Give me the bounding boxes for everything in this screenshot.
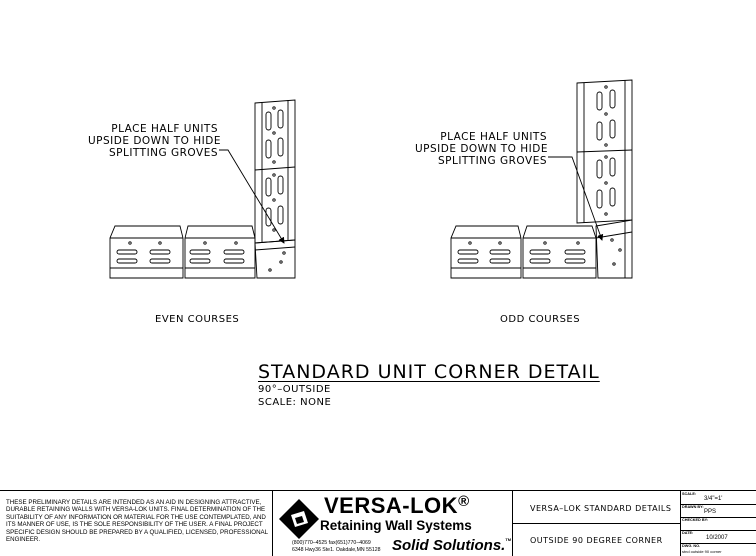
- drawn-by-field: [680, 504, 756, 518]
- sheet-set-cell: [512, 491, 680, 524]
- odd-callout-line-1: PLACE HALF UNITS: [440, 131, 547, 143]
- even-corner-half-unit: [255, 240, 295, 278]
- date-label: DATE:: [682, 531, 694, 535]
- versa-lok-emblem-icon: [278, 498, 320, 540]
- logo-address: 6348 Hwy36 Ste1. Oakdale,MN 55128: [292, 546, 381, 553]
- checked-by-field: [680, 517, 756, 531]
- odd-callout-line-3: SPLITTING GROVES: [437, 155, 547, 167]
- logo-brand-text: VERSA-LOK: [324, 493, 459, 518]
- even-callout-line-3: SPLITTING GROVES: [108, 147, 218, 159]
- even-callout-line-2: UPSIDE DOWN TO HIDE: [88, 135, 221, 147]
- detail-subtitle-angle: 90°–OUTSIDE: [258, 384, 331, 395]
- even-courses-caption: EVEN COURSES: [155, 314, 240, 325]
- sheet-title: OUTSIDE 90 DEGREE CORNER: [530, 536, 663, 545]
- title-block: [0, 490, 756, 556]
- detail-subtitle-scale: SCALE: NONE: [258, 397, 332, 408]
- logo-registered-mark: ®: [458, 493, 470, 510]
- logo-subtitle: Retaining Wall Systems: [320, 518, 472, 533]
- scale-field: [680, 491, 756, 505]
- logo-trademark: TM: [505, 537, 512, 542]
- versa-lok-logo: [272, 491, 512, 556]
- odd-courses-plan: [451, 80, 632, 278]
- even-vertical-units: [255, 100, 295, 243]
- odd-corner-unit: [596, 220, 632, 278]
- sheet-title-cell: [512, 523, 680, 556]
- odd-callout-line-2: UPSIDE DOWN TO HIDE: [415, 143, 548, 155]
- logo-slogan: [392, 537, 511, 554]
- logo-brand-name: [324, 493, 470, 519]
- even-horizontal-units: [110, 226, 255, 278]
- scale-label: SCALE:: [682, 492, 697, 496]
- sheet-set-name: VERSA–LOK STANDARD DETAILS: [530, 504, 672, 513]
- date-value: 10/2007: [706, 535, 728, 541]
- scale-value: 3/4"=1': [704, 496, 723, 502]
- drawing-number-label: DWG. NO.: [682, 544, 701, 548]
- checked-by-label: CHECKED BY:: [682, 518, 709, 522]
- odd-vertical-units: [577, 80, 632, 223]
- even-callout-line-1: PLACE HALF UNITS: [111, 123, 218, 135]
- date-field: [680, 530, 756, 544]
- logo-slogan-text: Solid Solutions.: [392, 537, 506, 554]
- even-callout-note: [88, 123, 221, 159]
- title-block-fields: [680, 491, 756, 556]
- disclaimer-text: THESE PRELIMINARY DETAILS ARE INTENDED AS AN AID IN DESIGNING ATTRACTIVE, DURABLE RETAINING WALLS WITH VERSA-LOK UNITS. FINAL DETERMINATION OF THE SUITABILITY OF ANY INFORMATION OR MATERIAL FOR THE USE CONTEMPLATED, AND ITS MANNER OF USE, IS THE SOLE RESPONSIBILITY OF THE USER. A FINAL PROJECT SPECIFIC DESIGN SHOULD BE PREPARED BY A QUALIFIED, LICENSED, PROFESSIONAL ENGINEER.: [6, 499, 268, 544]
- detail-title: STANDARD UNIT CORNER DETAIL: [258, 361, 600, 383]
- logo-phone: (800)770–4525 fax(651)770–4069: [292, 540, 371, 546]
- drawn-by-label: DRAWN BY:: [682, 505, 704, 509]
- odd-callout-leader: [548, 157, 602, 240]
- drawing-number-value: stnd outside 90 corner: [682, 549, 722, 554]
- drawn-by-value: PPS: [704, 509, 717, 515]
- odd-courses-caption: ODD COURSES: [500, 314, 581, 325]
- odd-callout-note: [415, 131, 547, 167]
- logo-contact: [292, 540, 381, 553]
- odd-horizontal-units: [451, 226, 596, 278]
- drawing-number-field: [680, 543, 756, 556]
